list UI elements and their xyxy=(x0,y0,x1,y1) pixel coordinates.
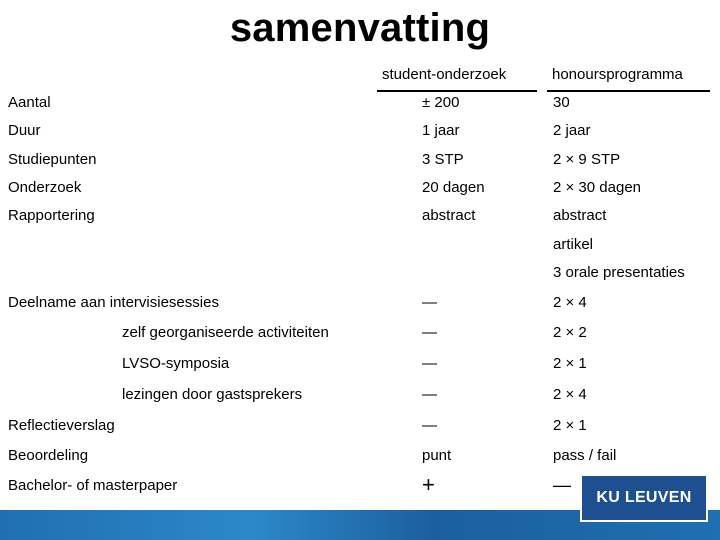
row-label: Beoordeling xyxy=(8,447,89,464)
table-row-lvso-symposia xyxy=(0,355,720,383)
row-label: LVSO-symposia xyxy=(122,355,230,372)
header-rule-student-onderzoek xyxy=(377,90,537,92)
cell-student-onderzoek: abstract xyxy=(422,207,476,224)
table-row-aantal xyxy=(0,94,720,122)
cell-honoursprogramma: 2 × 1 xyxy=(553,417,587,434)
table-row-onderzoek xyxy=(0,179,720,207)
header-rule-honoursprogramma xyxy=(547,90,710,92)
cell-student-onderzoek: 1 jaar xyxy=(422,122,460,139)
cell-honoursprogramma: 2 × 1 xyxy=(553,355,587,372)
row-label: Studiepunten xyxy=(8,151,97,168)
table-row-zelf-georganiseerde-activiteiten xyxy=(0,324,720,352)
cell-student-onderzoek: — xyxy=(422,294,437,311)
column-header-student-onderzoek: student-onderzoek xyxy=(382,66,507,83)
cell-student-onderzoek: 3 STP xyxy=(422,151,464,168)
row-label: Duur xyxy=(8,122,41,139)
table-row-duur xyxy=(0,122,720,150)
cell-student-onderzoek: + xyxy=(422,472,435,497)
page-title: samenvatting xyxy=(229,6,491,50)
cell-honoursprogramma: 2 × 30 dagen xyxy=(553,179,642,196)
cell-honoursprogramma: 2 jaar xyxy=(553,122,591,139)
table-row-rapportering-artikel xyxy=(0,236,720,264)
table-row-beoordeling xyxy=(0,447,720,475)
table-row-studiepunten xyxy=(0,151,720,179)
cell-honoursprogramma: 2 × 2 xyxy=(553,324,587,341)
cell-student-onderzoek: — xyxy=(422,355,437,372)
ku-leuven-logo: KU LEUVEN xyxy=(580,474,708,522)
column-header-honoursprogramma: honoursprogramma xyxy=(552,66,683,83)
row-label: Rapportering xyxy=(8,207,95,224)
row-label: lezingen door gastsprekers xyxy=(122,386,303,403)
row-label: Bachelor- of masterpaper xyxy=(8,477,178,494)
cell-student-onderzoek: ± 200 xyxy=(422,94,460,111)
cell-honoursprogramma: 2 × 4 xyxy=(553,386,587,403)
row-label: Aantal xyxy=(8,94,51,111)
table-row-rapportering xyxy=(0,207,720,235)
row-label: Deelname aan intervisiesessies xyxy=(8,294,219,311)
cell-student-onderzoek: — xyxy=(422,417,437,434)
cell-honoursprogramma: 3 orale presentaties xyxy=(553,264,685,281)
table-row-reflectieverslag xyxy=(0,417,720,445)
cell-honoursprogramma: 30 xyxy=(553,94,570,111)
cell-student-onderzoek: — xyxy=(422,386,437,403)
cell-honoursprogramma: 2 × 9 STP xyxy=(553,151,621,168)
cell-honoursprogramma: 2 × 4 xyxy=(553,294,587,311)
cell-student-onderzoek: 20 dagen xyxy=(422,179,485,196)
table-row-lezingen-gastsprekers xyxy=(0,386,720,414)
cell-student-onderzoek: punt xyxy=(422,447,452,464)
cell-student-onderzoek: — xyxy=(422,324,437,341)
table-row-rapportering-presentaties xyxy=(0,264,720,292)
row-label: zelf georganiseerde activiteiten xyxy=(122,324,329,341)
row-label: Onderzoek xyxy=(8,179,82,196)
table-row-intervisiesessies xyxy=(0,294,720,322)
cell-honoursprogramma: — xyxy=(553,475,571,495)
cell-honoursprogramma: pass / fail xyxy=(553,447,617,464)
row-label: Reflectieverslag xyxy=(8,417,115,434)
cell-honoursprogramma: artikel xyxy=(553,236,594,253)
cell-honoursprogramma: abstract xyxy=(553,207,607,224)
